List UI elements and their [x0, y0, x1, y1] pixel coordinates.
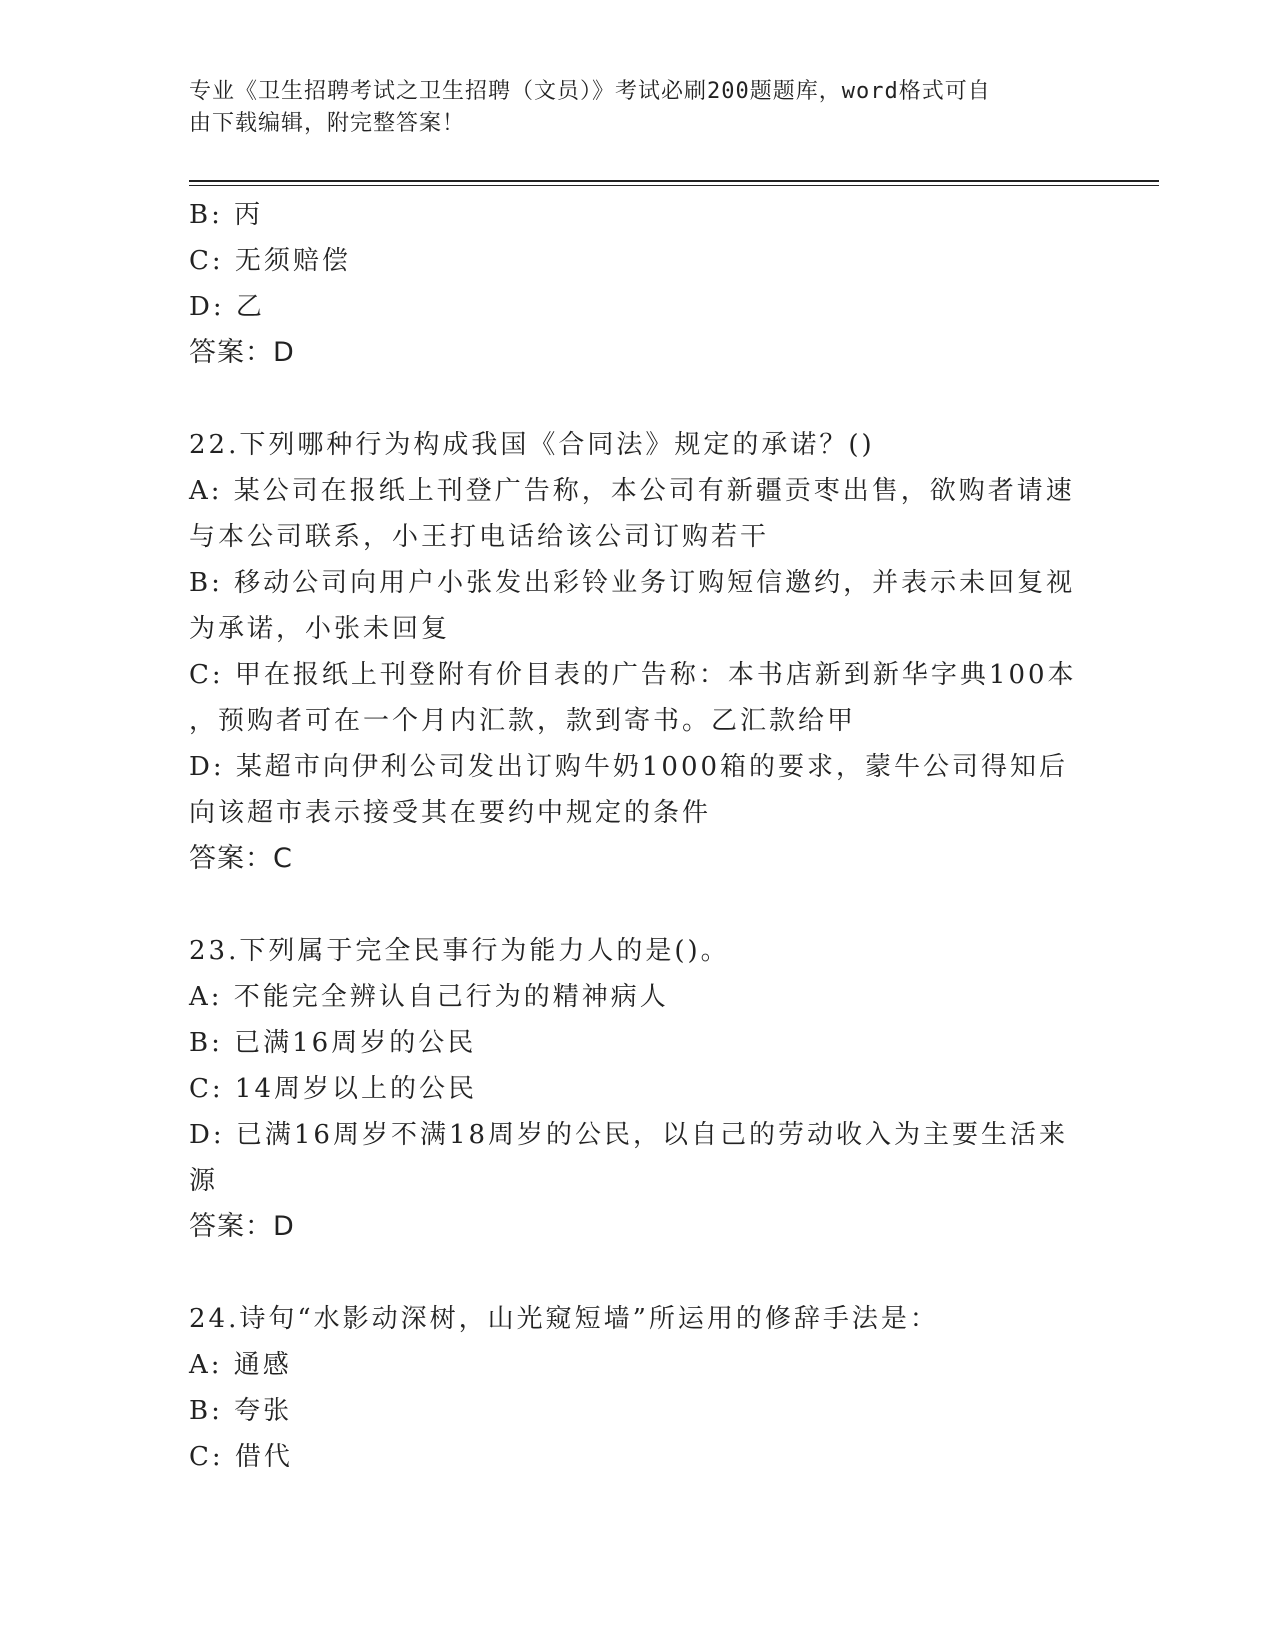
option-d: D: 已满16周岁不满18周岁的公民，以自己的劳动收入为主要生活来 [189, 1120, 1069, 1150]
header-divider-thick [189, 180, 1159, 182]
answer-line: 答案：D [189, 337, 295, 368]
option-c: C: 14周岁以上的公民 [189, 1074, 478, 1104]
option-b: B: 已满16周岁的公民 [189, 1028, 477, 1058]
question-stem: 23.下列属于完全民事行为能力人的是()。 [189, 936, 730, 966]
option-b: B: 丙 [189, 200, 264, 230]
header-line-1: 专业《卫生招聘考试之卫生招聘（文员）》考试必刷200题题库，word格式可自 [189, 79, 991, 104]
question-21-tail [189, 192, 1089, 376]
question-24 [189, 1296, 1089, 1480]
option-a-continued: 与本公司联系，小王打电话给该公司订购若干 [189, 522, 770, 552]
header-divider-thin [189, 185, 1159, 186]
question-stem: 22.下列哪种行为构成我国《合同法》规定的承诺？() [189, 430, 875, 460]
option-b-continued: 为承诺，小张未回复 [189, 614, 451, 644]
spacer [189, 1250, 1089, 1296]
option-c-continued: ，预购者可在一个月内汇款，款到寄书。乙汇款给甲 [189, 706, 857, 736]
option-c: C: 借代 [189, 1442, 293, 1472]
option-d-continued: 向该超市表示接受其在要约中规定的条件 [189, 798, 712, 828]
option-b: B: 夸张 [189, 1396, 293, 1426]
answer-line: 答案：D [189, 1211, 295, 1242]
spacer [189, 376, 1089, 422]
document-header [189, 76, 1069, 140]
spacer [189, 882, 1089, 928]
question-23 [189, 928, 1089, 1250]
option-c: C: 甲在报纸上刊登附有价目表的广告称：本书店新到新华字典100本 [189, 660, 1077, 690]
option-d-continued: 源 [189, 1166, 219, 1196]
option-a: A: 通感 [189, 1350, 292, 1380]
option-d: D: 某超市向伊利公司发出订购牛奶1000箱的要求，蒙牛公司得知后 [189, 752, 1069, 782]
question-22 [189, 422, 1089, 882]
answer-line: 答案：C [189, 843, 293, 874]
question-stem: 24.诗句“水影动深树，山光窥短墙”所运用的修辞手法是： [189, 1304, 939, 1334]
question-list [189, 192, 1089, 1480]
option-a: A: 某公司在报纸上刊登广告称，本公司有新疆贡枣出售，欲购者请速 [189, 476, 1075, 506]
header-line-2: 由下载编辑，附完整答案！ [189, 111, 466, 136]
option-c: C: 无须赔偿 [189, 246, 351, 276]
option-d: D: 乙 [189, 292, 265, 322]
option-b: B: 移动公司向用户小张发出彩铃业务订购短信邀约，并表示未回复视 [189, 568, 1076, 598]
option-a: A: 不能完全辨认自己行为的精神病人 [189, 982, 669, 1012]
